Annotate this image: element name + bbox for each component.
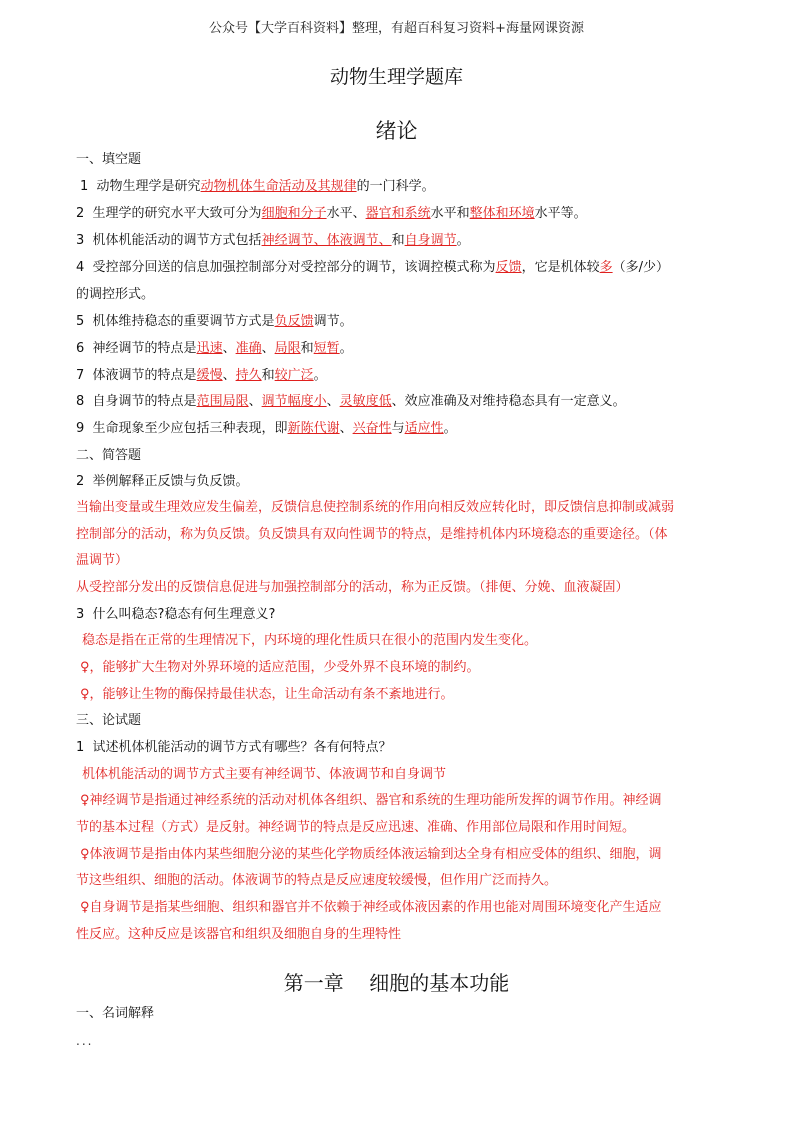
fill-heading: 一、填空题: [76, 152, 142, 167]
fill-question-4: 4 受控部分回送的信息加强控制部分对受控部分的调节，该调控模式称为反馈，它是机体较多（多/少）: [76, 260, 669, 275]
fill-question-2: 2 生理学的研究水平大致可分为细胞和分子水平、器官和系统水平和整体和环境水平等。: [76, 206, 587, 221]
female-symbol-icon: ♀: [80, 793, 90, 808]
female-symbol-icon: ♀: [80, 660, 90, 675]
fill-question-3: 3 机体机能活动的调节方式包括神经调节、体液调节、和自身调节。: [76, 233, 470, 248]
fill-question-4-cont: 的调控形式。: [76, 287, 155, 302]
answer-line: 节这些组织、细胞的活动。体液调节的特点是反应速度较缓慢，但作用广泛而持久。: [76, 873, 558, 888]
section-title: 绪论: [375, 119, 418, 143]
document-title: 动物生理学题库: [329, 66, 463, 88]
continuation-ellipsis: ...: [76, 1034, 94, 1048]
short-heading: 二、简答题: [76, 448, 142, 463]
essay-question-1: 1 试述机体机能活动的调节方式有哪些？各有何特点？: [76, 740, 392, 755]
answer-line: 稳态是指在正常的生理情况下，内环境的理化性质只在很小的范围内发生变化。: [82, 633, 538, 648]
answer-line: ♀神经调节是指通过神经系统的活动对机体各组织、器官和系统的生理功能所发挥的调节作用。神经调: [80, 793, 662, 808]
essay-heading: 三、论试题: [76, 713, 142, 728]
answer-line: ♀，能够让生物的酶保持最佳状态，让生命活动有条不紊地进行。: [80, 687, 454, 702]
fill-question-9: 9 生命现象至少应包括三种表现，即新陈代谢、兴奋性与适应性。: [76, 421, 457, 436]
answer-line: 当输出变量或生理效应发生偏差，反馈信息使控制系统的作用向相反效应转化时，即反馈信息抑制或减弱: [76, 500, 675, 515]
answer-line: ♀体液调节是指由体内某些细胞分泌的某些化学物质经体液运输到达全身有相应受体的组织、细胞，调: [80, 847, 662, 862]
term-heading: 一、名词解释: [76, 1006, 155, 1021]
answer-line: 机体机能活动的调节方式主要有神经调节、体液调节和自身调节: [82, 767, 447, 782]
answer-line: ♀自身调节是指某些细胞、组织和器官并不依赖于神经或体液因素的作用也能对周围环境变化产生适应: [80, 900, 662, 915]
answer-line: 控制部分的活动，称为负反馈。负反馈具有双向性调节的特点，是维持机体内环境稳态的重要途径。（体: [76, 527, 668, 542]
short-question-3: 3 什么叫稳态?稳态有何生理意义?: [76, 607, 276, 622]
answer-line: ♀，能够扩大生物对外界环境的适应范围，少受外界不良环境的制约。: [80, 660, 480, 675]
fill-question-7: 7 体液调节的特点是缓慢、持久和较广泛。: [76, 368, 327, 383]
answer-line: 性反应。这种反应是该器官和组织及细胞自身的生理特性: [76, 927, 402, 942]
short-question-2: 2 举例解释正反馈与负反馈。: [76, 474, 249, 489]
female-symbol-icon: ♀: [80, 900, 90, 915]
answer-line: 温调节）: [76, 553, 129, 568]
female-symbol-icon: ♀: [80, 687, 90, 702]
answer-line: 从受控部分发出的反馈信息促进与加强控制部分的活动，称为正反馈。（排便、分娩、血液凝固）: [76, 580, 629, 595]
female-symbol-icon: ♀: [80, 847, 90, 862]
fill-question-6: 6 神经调节的特点是迅速、准确、局限和短暂。: [76, 341, 353, 356]
chapter-title: 第一章 细胞的基本功能: [283, 971, 510, 995]
fill-question-5: 5 机体维持稳态的重要调节方式是负反馈调节。: [76, 314, 353, 329]
fill-question-8: 8 自身调节的特点是范围局限、调节幅度小、灵敏度低、效应准确及对维持稳态具有一定意义。: [76, 394, 626, 409]
fill-question-1: 1 动物生理学是研究动物机体生命活动及其规律的一门科学。: [80, 179, 435, 194]
page-header: 公众号【大学百科资料】整理，有超百科复习资料+海量网课资源: [209, 21, 584, 36]
answer-line: 节的基本过程（方式）是反射。神经调节的特点是反应迅速、准确、作用部位局限和作用时间短。: [76, 820, 636, 835]
answer-blank: 动物机体生命活动及其规律: [200, 179, 357, 194]
